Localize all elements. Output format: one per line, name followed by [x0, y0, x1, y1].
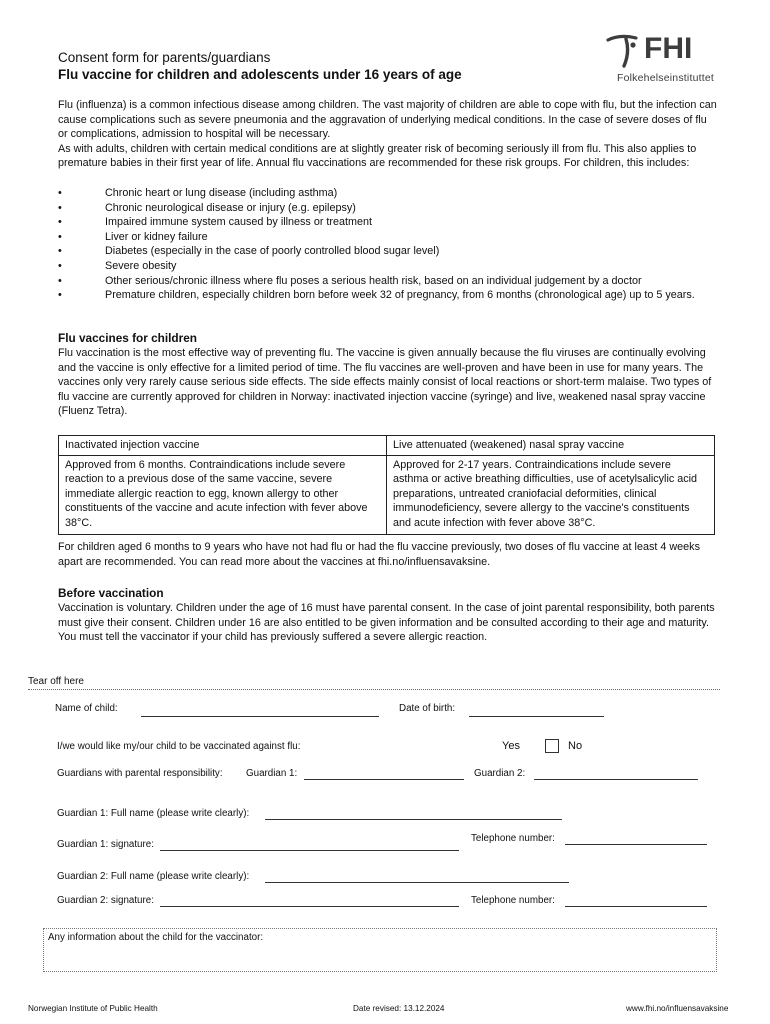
guardian-1-label: Guardian 1:: [246, 768, 298, 779]
table-header-injection: Inactivated injection vaccine: [59, 436, 387, 456]
fhi-logo: [606, 32, 736, 88]
list-item: • Impaired immune system caused by illness or treatment: [58, 216, 373, 229]
consent-question: I/we would like my/our child to be vaccinated against flu:: [57, 741, 301, 752]
guardian-2-field[interactable]: [534, 779, 698, 780]
vaccine-comparison-table: [58, 435, 715, 535]
table-cell-nasal: Approved for 2-17 years. Contraindications include severe asthma or active breathing difficulties, use of acetylsalicylic acid preparations, untreated craniofacial deformities, clinical immunodeficiency, severe allergy to the vaccine's constituents and acute infection with fever above 38°C.: [387, 455, 715, 534]
guardian-2-fullname-field[interactable]: [265, 882, 569, 883]
footer-institute: Norwegian Institute of Public Health: [28, 1004, 158, 1013]
list-item: • Other serious/chronic illness where flu poses a serious health risk, based on an individual judgement by a doctor: [58, 274, 642, 287]
yes-label: Yes: [502, 740, 520, 752]
tear-off-label: Tear off here: [28, 676, 84, 687]
guardian-1-fullname-field[interactable]: [265, 819, 562, 820]
name-of-child-field[interactable]: [141, 716, 379, 717]
consent-checkbox[interactable]: [545, 739, 559, 753]
bullet-icon: •: [58, 201, 62, 214]
intro-paragraph-1: Flu (influenza) is a common infectious disease among children. The vast majority of children are able to cope with flu, but the infection can cause complications such as severe pneumonia and the aggravation of underlying medical conditions. In the case of severe doses of flu or complications, admission to hospital will be necessary.: [58, 99, 717, 141]
no-label: No: [568, 740, 583, 752]
logo-text: FHI: [644, 32, 693, 65]
section-title-before: Before vaccination: [58, 586, 164, 600]
bullet-icon: •: [58, 289, 62, 302]
list-item: • Chronic heart or lung disease (including asthma): [58, 187, 338, 199]
list-item: • Chronic neurological disease or injury (e.g. epilepsy): [58, 201, 356, 214]
guardian-2-label: Guardian 2:: [474, 768, 526, 779]
bullet-icon: •: [58, 187, 62, 199]
bullet-icon: •: [58, 230, 62, 243]
bullet-icon: •: [58, 274, 62, 287]
guardian-1-signature-field[interactable]: [160, 850, 459, 851]
guardian-2-fullname-label: Guardian 2: Full name (please write clearly):: [57, 871, 250, 882]
footer-date-revised: Date revised: 13.12.2024: [353, 1004, 445, 1013]
bullet-icon: •: [58, 216, 62, 229]
guardian-1-signature-label: Guardian 1: signature:: [57, 839, 154, 850]
guardian-1-field[interactable]: [304, 779, 464, 780]
guardian-2-telephone-label: Telephone number:: [471, 895, 555, 906]
table-header-nasal: Live attenuated (weakened) nasal spray vaccine: [387, 436, 715, 456]
risk-group-list: [58, 186, 718, 303]
table-header-row: [59, 436, 715, 456]
vaccinator-info-label: Any information about the child for the vaccinator:: [48, 932, 264, 943]
vaccinator-info-box[interactable]: [43, 928, 717, 972]
date-of-birth-label: Date of birth:: [399, 703, 456, 714]
form-subtitle: Flu vaccine for children and adolescents under 16 years of age: [58, 67, 462, 82]
list-item: • Premature children, especially children born before week 32 of pregnancy, from 6 months (chronological age) up to 5 years.: [58, 289, 695, 302]
list-item: • Severe obesity: [58, 259, 177, 272]
table-row: [59, 455, 715, 534]
intro-text: [58, 98, 718, 171]
footer-url: www.fhi.no/influensavaksine: [626, 1004, 729, 1013]
date-of-birth-field[interactable]: [469, 716, 604, 717]
guardian-1-telephone-label: Telephone number:: [471, 833, 555, 844]
list-item: • Liver or kidney failure: [58, 230, 208, 243]
bullet-icon: •: [58, 245, 62, 258]
table-cell-injection: Approved from 6 months. Contraindications include severe reaction to a previous dose of the same vaccine, severe immediate allergic reaction to egg, known allergy to other constituents of the vaccine and acute infection with fever above 38°C.: [59, 455, 387, 534]
bullet-icon: •: [58, 259, 62, 272]
guardian-2-telephone-field[interactable]: [565, 906, 707, 907]
name-of-child-label: Name of child:: [55, 703, 118, 714]
fhi-logo-mark-icon: [606, 32, 646, 68]
list-item: • Diabetes (especially in the case of poorly controlled blood sugar level): [58, 245, 440, 258]
section-title-vaccines: Flu vaccines for children: [58, 331, 197, 345]
tear-off-line: [28, 689, 720, 690]
intro-paragraph-2: As with adults, children with certain medical conditions are at slightly greater risk of becoming seriously ill from flu. This also applies to premature babies in their first year of life. Annual flu vaccinations are recommended for these risk groups. For children, this includes:: [58, 142, 697, 170]
guardian-2-signature-field[interactable]: [160, 906, 459, 907]
section-text-vaccines: Flu vaccination is the most effective way of preventing flu. The vaccine is given annually because the flu viruses are continually evolving and the vaccine is only effective for a limited period of time. The flu vaccines are well-proven and have been in use for many years. The vaccines only very rarely cause serious side effects. The side effects mainly consist of local reactions or short-term malaise. Two types of flu vaccine are currently approved for children in Norway: inactivated injection vaccine (syringe) and live, weakened nasal spray vaccine (Fluenz Tetra).: [58, 347, 712, 418]
guardian-1-fullname-label: Guardian 1: Full name (please write clearly):: [57, 808, 250, 819]
logo-subtitle: Folkehelseinstituttet: [617, 72, 714, 84]
dosing-note: For children aged 6 months to 9 years who have not had flu or had the flu vaccine previously, two doses of flu vaccine at least 4 weeks apart are recommended. You can read more about the vaccines at fhi.no/influensavaksine.: [58, 541, 700, 568]
guardian-1-telephone-field[interactable]: [565, 844, 707, 845]
guardian-2-signature-label: Guardian 2: signature:: [57, 895, 154, 906]
section-text-before: Vaccination is voluntary. Children under the age of 16 must have parental consent. In the case of joint parental responsibility, both parents must give their consent. Children under 16 are also entitled to be given information and be consulted according to their age and maturity. You must tell the vaccinator if your child has previously suffered a severe allergic reaction.: [58, 602, 715, 644]
guardians-label: Guardians with parental responsibility:: [57, 768, 223, 779]
form-title: Consent form for parents/guardians: [58, 50, 271, 65]
